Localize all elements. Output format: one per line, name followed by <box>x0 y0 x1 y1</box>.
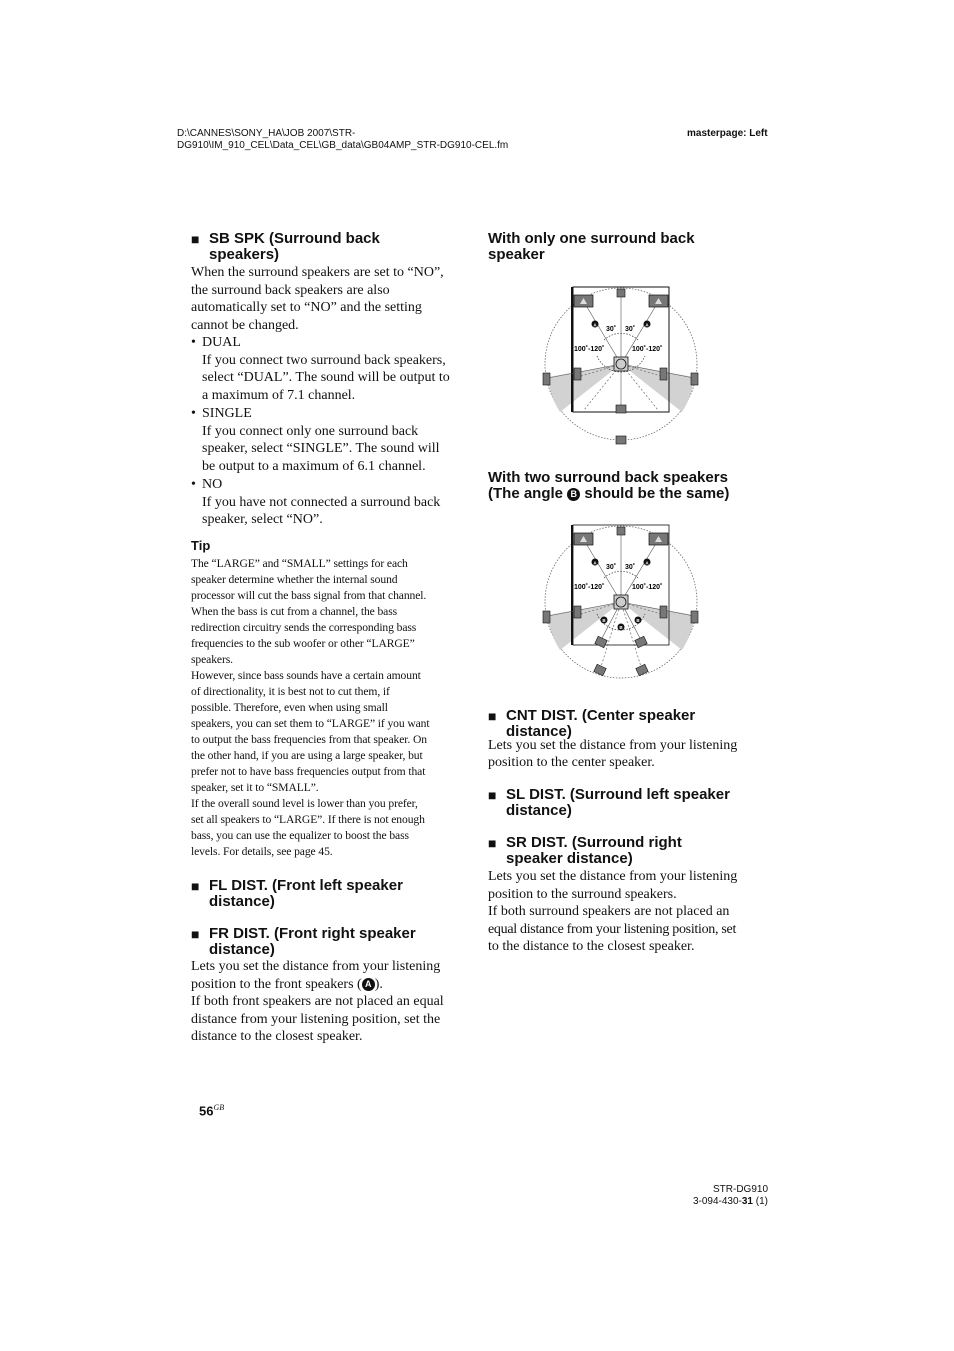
tip-line: the other hand, if you are using a large speaker, but <box>191 749 423 762</box>
angle-label-front-left: 30˚ <box>606 564 617 571</box>
option-label: NO <box>202 477 223 492</box>
tip-line: to output the bass frequencies from that speaker. On <box>191 733 427 746</box>
intro-line: automatically set to “NO” and the setting <box>191 300 422 316</box>
tip-line: The “LARGE” and “SMALL” settings for each <box>191 557 408 570</box>
bullet-icon: • <box>191 477 196 492</box>
option-desc-line: speaker, select “SINGLE”. The sound will <box>202 441 440 457</box>
tip-line: If the overall sound level is lower than you prefer, <box>191 797 418 810</box>
sl-dist-heading-line-2: distance) <box>506 802 572 819</box>
marker-a-label: A <box>645 322 649 328</box>
two-sb-heading-line-1: With two surround back speakers <box>488 469 728 486</box>
option-desc-line: a maximum of 7.1 channel. <box>202 387 356 403</box>
model-code <box>660 1184 768 1208</box>
sl-dist-heading <box>488 787 730 819</box>
tip-line: prefer not to have bass frequencies output from that <box>191 765 426 778</box>
fr-dist-heading-line-1: ■ FR DIST. (Front right speaker <box>209 925 416 942</box>
fr-dist-heading <box>191 926 416 958</box>
document-code <box>660 1196 768 1208</box>
tip-line: redirection circuitry sends the corresponding bass <box>191 621 417 634</box>
fr-dist-heading-line-2: distance) <box>209 941 275 958</box>
angle-label-side-left: 100˚-120˚ <box>574 346 605 353</box>
option-desc-line: be output to a maximum of 6.1 channel. <box>202 458 426 474</box>
fr-dist-body <box>191 958 461 1046</box>
body-line: Lets you set the distance from your listening <box>191 959 441 974</box>
tip-line: processor will cut the bass signal from that channel. <box>191 589 427 602</box>
body-line: If both front speakers are not placed an equal <box>191 994 444 1010</box>
tip-line: possible. Therefore, even when using small <box>191 701 388 714</box>
tip-line: speaker, set it to “SMALL”. <box>191 781 319 794</box>
tip-line: set all speakers to “LARGE”. If there is not enough <box>191 813 425 826</box>
sb-spk-heading <box>191 231 380 263</box>
sb-spk-heading-line-2: speakers) <box>209 246 280 263</box>
one-sb-heading <box>488 231 695 263</box>
cnt-dist-heading <box>488 708 695 740</box>
sl-dist-heading-line-1: ■ SL DIST. (Surround left speaker <box>506 786 730 803</box>
cnt-dist-heading-line-1: ■ CNT DIST. (Center speaker <box>506 707 696 724</box>
marker-a-label: A <box>593 560 597 566</box>
angle-label-front-right: 30˚ <box>625 564 636 571</box>
angle-label-side-right: 100˚-120˚ <box>632 584 663 591</box>
angle-label-side-left: 100˚-120˚ <box>574 584 605 591</box>
option-desc-line: speaker, select “NO”. <box>202 512 323 528</box>
code-text: 3-094-430- <box>692 1196 742 1207</box>
marker-b-label: B <box>602 618 606 623</box>
option-no <box>191 476 459 529</box>
angle-label-front-right: 30˚ <box>625 326 636 333</box>
sr-dist-heading <box>488 835 682 867</box>
option-single <box>191 405 459 475</box>
intro-line: the surround back speakers are also <box>191 282 390 298</box>
tip-line: speakers. <box>191 653 233 666</box>
body-line: position to the center speaker. <box>488 754 655 770</box>
body-line: distance to the closest speaker. <box>191 1029 363 1045</box>
body-line: to the distance to the closest speaker. <box>488 939 695 955</box>
marker-b-label: B <box>619 625 623 630</box>
marker-a-icon: A <box>362 978 375 991</box>
one-sb-heading-line-1: With only one surround back <box>488 230 695 247</box>
tip-line: However, since bass sounds have a certain amount <box>191 669 421 682</box>
body-line: position to the surround speakers. <box>488 886 677 902</box>
body-line: equal distance from your listening position, set <box>488 921 737 937</box>
file-path-line-2: DG910\IM_910_CEL\Data_CEL\GB_data\GB04AMP_STR-DG910-CEL.fm <box>177 140 509 151</box>
file-path <box>177 128 508 152</box>
body-line <box>191 976 461 994</box>
bullet-icon: • <box>191 406 196 421</box>
tip-line: bass, you can use the equalizer to boost the bass <box>191 829 409 842</box>
intro-line: cannot be changed. <box>191 317 299 333</box>
page-number-suffix: GB <box>213 1103 225 1112</box>
diagram-one-surround-back <box>540 282 702 448</box>
angle-label-front-left: 30˚ <box>606 326 617 333</box>
two-sb-heading <box>488 470 729 502</box>
sr-dist-heading-line-1: ■ SR DIST. (Surround right <box>506 834 682 851</box>
angle-label-side-right: 100˚-120˚ <box>632 346 663 353</box>
bullet-icon: • <box>191 335 196 350</box>
option-desc-line: select “DUAL”. The sound will be output to <box>202 370 450 386</box>
sb-spk-intro <box>191 264 459 334</box>
masterpage-label: masterpage: Left <box>687 128 768 139</box>
marker-a-label: A <box>645 560 649 566</box>
sb-spk-heading-line-1: ■ SB SPK (Surround back <box>209 230 380 247</box>
tip-line: speaker determine whether the internal sound <box>191 573 398 586</box>
marker-b-label: B <box>636 618 640 623</box>
marker-a-label: A <box>593 322 597 328</box>
code-bold: 31 <box>741 1196 753 1207</box>
heading-text: (The angle <box>488 485 568 502</box>
heading-text: should be the same) <box>580 485 730 502</box>
marker-b-icon: B <box>567 488 580 501</box>
option-desc-line: If you connect two surround back speakers, <box>202 352 446 368</box>
code-text: (1) <box>753 1196 768 1207</box>
tip-line: When the bass is cut from a channel, the bass <box>191 605 398 618</box>
option-desc-line: If you have not connected a surround back <box>202 494 441 510</box>
tip-line: speakers, you can set them to “LARGE” if you want <box>191 717 430 730</box>
option-label: SINGLE <box>202 406 252 421</box>
fl-dist-heading-line-1: ■ FL DIST. (Front left speaker <box>209 877 403 894</box>
body-line: If both surround speakers are not placed an <box>488 904 730 920</box>
option-dual <box>191 334 459 404</box>
option-desc-line: If you connect only one surround back <box>202 423 419 439</box>
body-line: Lets you set the distance from your listening <box>488 738 738 753</box>
tip-line: levels. For details, see page 45. <box>191 845 333 858</box>
sr-dist-body <box>488 868 760 956</box>
tip-line: of directionality, it is best not to cut them, if <box>191 685 390 698</box>
sr-dist-heading-line-2: speaker distance) <box>506 850 633 867</box>
fl-dist-heading <box>191 878 403 910</box>
cnt-dist-body <box>488 738 758 771</box>
page-number-value: 56 <box>199 1103 214 1119</box>
cnt-dist-heading-line-2: distance) <box>506 723 572 740</box>
file-path-line-1: D:\CANNES\SONY_HA\JOB 2007\STR- <box>177 128 356 139</box>
two-sb-heading-line-2 <box>488 486 729 502</box>
body-line: distance from your listening position, set the <box>191 1011 441 1027</box>
tip-title: Tip <box>191 538 211 553</box>
tip-body <box>191 556 466 860</box>
one-sb-heading-line-2: speaker <box>488 246 545 263</box>
body-text: ). <box>374 976 383 992</box>
body-text: position to the front speakers ( <box>191 976 362 992</box>
option-label: DUAL <box>202 335 241 350</box>
fl-dist-heading-line-2: distance) <box>209 893 275 910</box>
diagram-two-surround-back <box>540 520 702 686</box>
page-number <box>199 1103 224 1118</box>
intro-line: When the surround speakers are set to “NO”, <box>191 265 444 280</box>
tip-line: frequencies to the sub woofer or other “LARGE” <box>191 637 415 650</box>
model-name: STR-DG910 <box>712 1184 768 1195</box>
body-line: Lets you set the distance from your listening <box>488 869 738 884</box>
